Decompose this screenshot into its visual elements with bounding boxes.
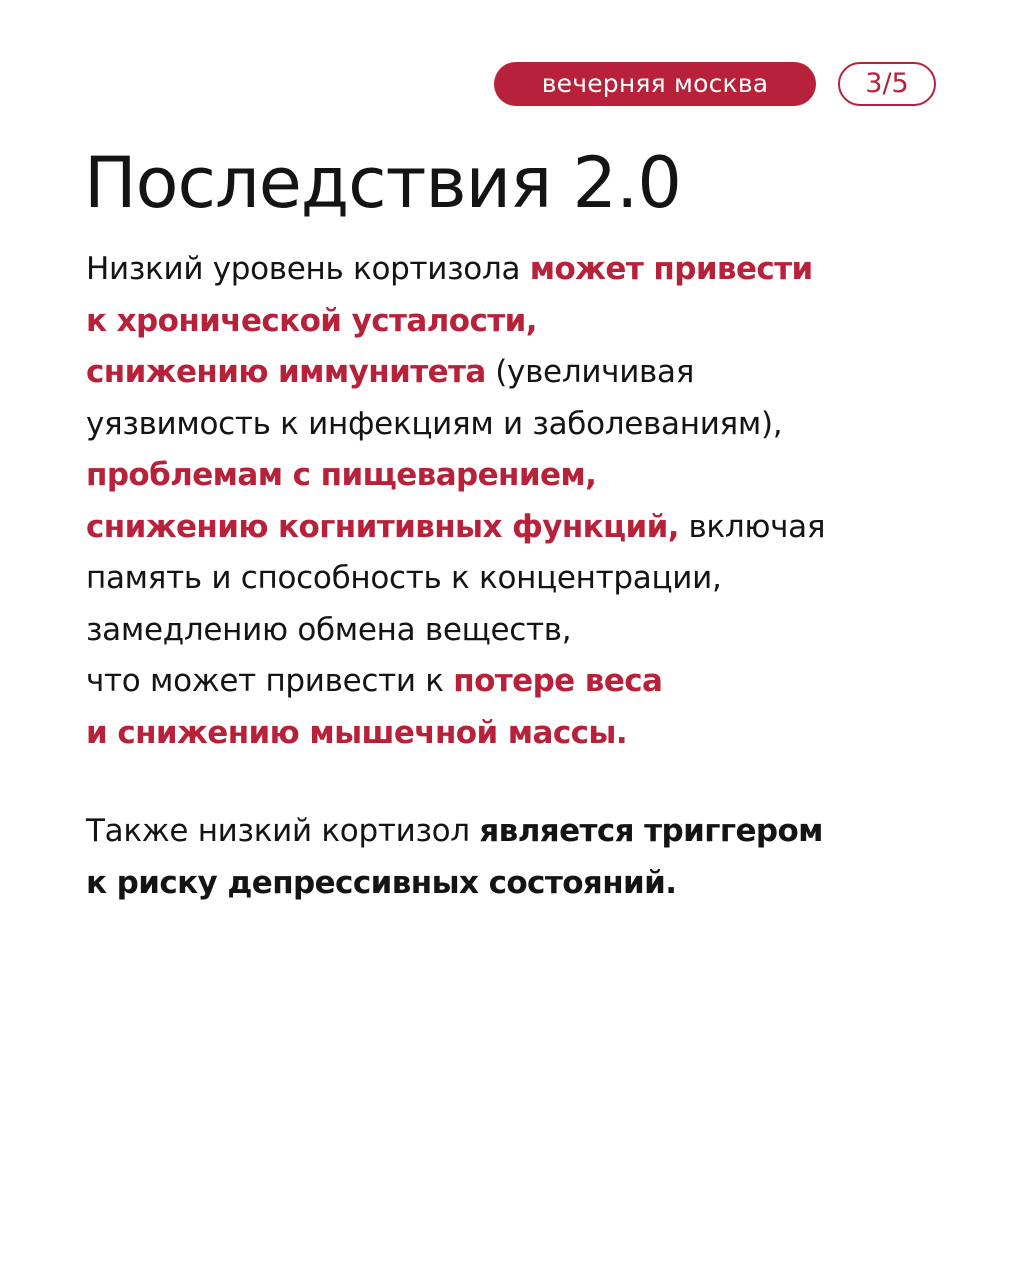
text-line [86, 806, 986, 858]
highlight-fragment: может привести [529, 251, 813, 287]
text-line [86, 656, 986, 708]
text-line: замедлению обмена веществ, [86, 611, 572, 648]
text-line [86, 347, 986, 399]
highlight-line: и снижению мышечной массы. [86, 714, 628, 751]
text-line [86, 244, 986, 296]
text-fragment: (увеличивая [485, 354, 695, 390]
text-line [86, 502, 986, 554]
highlight-fragment: снижению когнитивных функций, [86, 508, 679, 545]
text-line: память и способность к концентрации, [86, 560, 722, 596]
text-fragment: включая [678, 508, 826, 545]
highlight-fragment: снижению иммунитета [86, 354, 486, 390]
highlight-line: проблемам с пищеварением, [86, 457, 597, 493]
text-line: уязвимость к инфекциям и заболеваниям), [86, 405, 783, 442]
page-counter: 3/5 [838, 62, 936, 106]
bold-line: к риску депрессивных состояний. [86, 864, 677, 901]
text-fragment: что может привести к [86, 663, 454, 699]
brand-badge: вечерняя москва [494, 62, 816, 106]
depression-risk-paragraph [86, 806, 986, 909]
text-fragment: Также низкий кортизол [86, 813, 480, 849]
highlight-fragment: потере веса [453, 663, 663, 699]
consequences-paragraph [86, 244, 986, 759]
highlight-line: к хронической усталости, [86, 302, 537, 339]
page-title: Последствия 2.0 [84, 142, 681, 224]
text-fragment: Низкий уровень кортизола [86, 251, 530, 287]
bold-fragment: является триггером [479, 813, 823, 849]
